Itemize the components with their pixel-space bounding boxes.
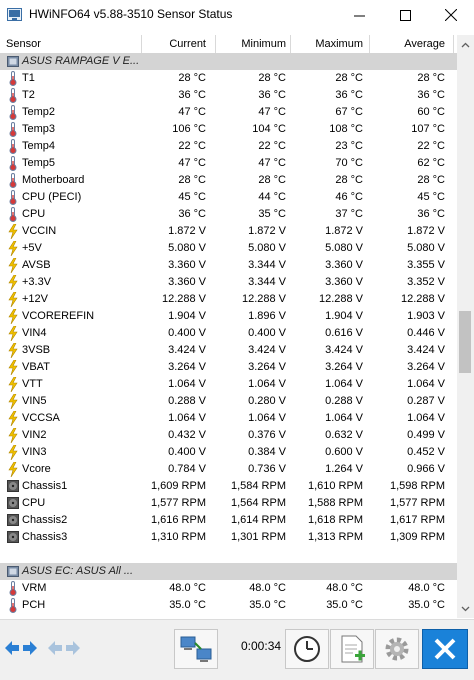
average-value: 22 °C <box>417 140 445 152</box>
average-value: 3.355 V <box>407 259 445 271</box>
minimum-value: 3.344 V <box>248 276 286 288</box>
current-value: 47 °C <box>178 157 206 169</box>
minimum-value: 0.400 V <box>248 327 286 339</box>
sensor-row[interactable] <box>0 444 457 461</box>
current-value: 0.784 V <box>168 463 206 475</box>
maximum-value: 1.264 V <box>325 463 363 475</box>
sensor-name: AVSB <box>22 259 51 271</box>
average-value: 1.064 V <box>407 378 445 390</box>
thermometer-icon <box>7 122 19 137</box>
maximum-value: 12.288 V <box>318 293 363 305</box>
current-value: 0.400 V <box>168 327 206 339</box>
minimum-value: 3.264 V <box>248 361 286 373</box>
sensor-row[interactable] <box>0 308 457 325</box>
current-value: 45 °C <box>178 191 206 203</box>
sensor-name: T1 <box>22 72 35 84</box>
maximize-button[interactable] <box>382 0 428 30</box>
lightning-bolt-icon <box>7 258 19 273</box>
average-value: 36 °C <box>417 89 445 101</box>
sensor-name: CPU (PECI) <box>22 191 82 203</box>
vertical-scrollbar[interactable] <box>457 35 474 618</box>
reset-clock-button[interactable] <box>285 629 329 669</box>
sensor-row[interactable] <box>0 376 457 393</box>
sensor-name: VIN2 <box>22 429 47 441</box>
sensor-name: Temp5 <box>22 157 56 169</box>
sensor-row[interactable] <box>0 393 457 410</box>
sensor-name: +3.3V <box>22 276 52 288</box>
column-header-average[interactable]: Average <box>404 38 445 50</box>
minimum-value: 1.064 V <box>248 378 286 390</box>
average-value: 45 °C <box>417 191 445 203</box>
sensor-name: +12V <box>22 293 48 305</box>
current-value: 3.360 V <box>168 276 206 288</box>
elapsed-timer: 0:00:34 <box>241 639 282 653</box>
network-button[interactable] <box>174 629 218 669</box>
lightning-bolt-icon <box>7 309 19 324</box>
current-value: 1.872 V <box>168 225 206 237</box>
sensor-row[interactable] <box>0 580 457 597</box>
sensor-name: VIN3 <box>22 446 47 458</box>
navigate-sensor-disabled-button[interactable] <box>45 629 83 667</box>
minimum-value: 0.376 V <box>248 429 286 441</box>
sensor-row[interactable] <box>0 189 457 206</box>
sensor-row[interactable] <box>0 597 457 614</box>
maximum-value: 28 °C <box>335 72 363 84</box>
network-computers-icon <box>179 634 213 664</box>
close-window-button[interactable] <box>428 0 474 30</box>
current-value: 35.0 °C <box>169 599 206 611</box>
scroll-down-button[interactable] <box>457 600 474 617</box>
average-value: 0.966 V <box>407 463 445 475</box>
minimum-value: 35.0 °C <box>249 599 286 611</box>
minimum-value: 3.344 V <box>248 259 286 271</box>
thermometer-icon <box>7 71 19 86</box>
maximum-value: 1.064 V <box>325 412 363 424</box>
sensor-name: CPU <box>22 208 46 220</box>
double-arrow-disabled-icon <box>46 637 82 659</box>
sensor-group-row[interactable] <box>0 563 457 580</box>
minimum-value: 48.0 °C <box>249 582 286 594</box>
sensor-row[interactable] <box>0 206 457 223</box>
minimum-value: 36 °C <box>258 89 286 101</box>
minimum-value: 1,584 RPM <box>230 480 286 492</box>
sensor-name: T2 <box>22 89 35 101</box>
sensor-row[interactable] <box>0 342 457 359</box>
average-value: 1,598 RPM <box>389 480 445 492</box>
minimum-value: 47 °C <box>258 106 286 118</box>
minimum-value: 104 °C <box>252 123 286 135</box>
sensor-row[interactable] <box>0 155 457 172</box>
current-value: 3.264 V <box>168 361 206 373</box>
thermometer-icon <box>7 190 19 205</box>
column-header-minimum[interactable]: Minimum <box>241 38 286 50</box>
document-add-icon <box>337 634 367 664</box>
sensor-name: VBAT <box>22 361 50 373</box>
lightning-bolt-icon <box>7 224 19 239</box>
average-value: 107 °C <box>411 123 445 135</box>
sensor-row[interactable] <box>0 138 457 155</box>
sensor-name: Temp3 <box>22 123 56 135</box>
minimum-value: 12.288 V <box>241 293 286 305</box>
minimum-value: 47 °C <box>258 157 286 169</box>
minimum-value: 1,564 RPM <box>230 497 286 509</box>
minimum-value: 0.736 V <box>248 463 286 475</box>
chevron-up-icon <box>461 42 470 48</box>
sensor-name: PCH <box>22 599 46 611</box>
sensor-row[interactable] <box>0 274 457 291</box>
maximize-icon <box>400 10 411 21</box>
maximum-value: 0.616 V <box>325 327 363 339</box>
current-value: 47 °C <box>178 106 206 118</box>
average-value: 0.446 V <box>407 327 445 339</box>
close-icon <box>445 9 457 21</box>
sensor-name: VCCIN <box>22 225 57 237</box>
lightning-bolt-icon <box>7 360 19 375</box>
average-value: 3.264 V <box>407 361 445 373</box>
average-value: 35.0 °C <box>408 599 445 611</box>
maximum-value: 1,610 RPM <box>307 480 363 492</box>
lightning-bolt-icon <box>7 343 19 358</box>
sensor-row[interactable] <box>0 257 457 274</box>
thermometer-icon <box>7 88 19 103</box>
maximum-value: 5.080 V <box>325 242 363 254</box>
fan-icon <box>7 496 19 511</box>
bottom-toolbar <box>0 619 474 680</box>
average-value: 1.903 V <box>407 310 445 322</box>
current-value: 3.424 V <box>168 344 206 356</box>
average-value: 3.352 V <box>407 276 445 288</box>
maximum-value: 36 °C <box>335 89 363 101</box>
thermometer-icon <box>7 207 19 222</box>
maximum-value: 108 °C <box>329 123 363 135</box>
minimum-value: 1.896 V <box>248 310 286 322</box>
minimum-value: 0.280 V <box>248 395 286 407</box>
maximum-value: 23 °C <box>335 140 363 152</box>
minimum-value: 1,614 RPM <box>230 514 286 526</box>
sensor-row[interactable] <box>0 495 457 512</box>
current-value: 1.904 V <box>168 310 206 322</box>
current-value: 106 °C <box>172 123 206 135</box>
average-value: 3.424 V <box>407 344 445 356</box>
minimum-value: 44 °C <box>258 191 286 203</box>
minimum-value: 1.872 V <box>248 225 286 237</box>
sensor-name: Temp2 <box>22 106 56 118</box>
chevron-down-icon <box>461 606 470 612</box>
sensor-row[interactable] <box>0 410 457 427</box>
lightning-bolt-icon <box>7 411 19 426</box>
scroll-up-button[interactable] <box>457 36 474 53</box>
maximum-value: 46 °C <box>335 191 363 203</box>
sensor-name: VTT <box>22 378 43 390</box>
sensor-row[interactable] <box>0 359 457 376</box>
current-value: 1,310 RPM <box>150 531 206 543</box>
thermometer-icon <box>7 105 19 120</box>
sensor-row[interactable] <box>0 87 457 104</box>
sensor-name: VCOREREFIN <box>22 310 95 322</box>
sensor-row[interactable] <box>0 427 457 444</box>
maximum-value: 1.064 V <box>325 378 363 390</box>
add-report-button[interactable] <box>330 629 374 669</box>
sensor-name: VRM <box>22 582 47 594</box>
current-value: 36 °C <box>178 89 206 101</box>
current-value: 28 °C <box>178 174 206 186</box>
current-value: 1,577 RPM <box>150 497 206 509</box>
sensor-name: +5V <box>22 242 42 254</box>
close-x-icon <box>432 636 458 662</box>
hwinfo-app-icon <box>7 7 22 22</box>
thermometer-icon <box>7 173 19 188</box>
sensor-group-label: ASUS EC: ASUS All ... <box>22 565 134 577</box>
lightning-bolt-icon <box>7 326 19 341</box>
sensor-name: Motherboard <box>22 174 85 186</box>
maximum-value: 1,588 RPM <box>307 497 363 509</box>
minimum-value: 5.080 V <box>248 242 286 254</box>
average-value: 28 °C <box>417 174 445 186</box>
sensor-row[interactable] <box>0 223 457 240</box>
minimum-value: 1,301 RPM <box>230 531 286 543</box>
fan-icon <box>7 513 19 528</box>
settings-button[interactable] <box>375 629 419 669</box>
window-title: HWiNFO64 v5.88-3510 Sensor Status <box>29 7 233 21</box>
current-value: 28 °C <box>178 72 206 84</box>
average-value: 36 °C <box>417 208 445 220</box>
column-header-current[interactable]: Current <box>169 38 206 50</box>
average-value: 0.499 V <box>407 429 445 441</box>
current-value: 0.288 V <box>168 395 206 407</box>
sensor-row[interactable] <box>0 104 457 121</box>
current-value: 3.360 V <box>168 259 206 271</box>
sensor-name: Temp4 <box>22 140 56 152</box>
lightning-bolt-icon <box>7 241 19 256</box>
sensor-name: Vcore <box>22 463 51 475</box>
lightning-bolt-icon <box>7 462 19 477</box>
sensor-name: VIN5 <box>22 395 47 407</box>
maximum-value: 67 °C <box>335 106 363 118</box>
device-icon <box>7 54 19 69</box>
thermometer-icon <box>7 581 19 596</box>
lightning-bolt-icon <box>7 428 19 443</box>
average-value: 48.0 °C <box>408 582 445 594</box>
thermometer-icon <box>7 139 19 154</box>
maximum-value: 37 °C <box>335 208 363 220</box>
column-header-sensor[interactable]: Sensor <box>6 38 41 50</box>
maximum-value: 70 °C <box>335 157 363 169</box>
fan-icon <box>7 479 19 494</box>
thermometer-icon <box>7 156 19 171</box>
lightning-bolt-icon <box>7 377 19 392</box>
current-value: 0.400 V <box>168 446 206 458</box>
average-value: 1,617 RPM <box>389 514 445 526</box>
double-arrow-icon <box>3 637 39 659</box>
average-value: 5.080 V <box>407 242 445 254</box>
sensor-row[interactable] <box>0 172 457 189</box>
minimize-button[interactable] <box>336 0 382 30</box>
sensor-row[interactable] <box>0 121 457 138</box>
lightning-bolt-icon <box>7 394 19 409</box>
average-value: 12.288 V <box>400 293 445 305</box>
minimum-value: 1.064 V <box>248 412 286 424</box>
current-value: 22 °C <box>178 140 206 152</box>
maximum-value: 0.632 V <box>325 429 363 441</box>
current-value: 5.080 V <box>168 242 206 254</box>
minimum-value: 35 °C <box>258 208 286 220</box>
current-value: 0.432 V <box>168 429 206 441</box>
minimum-value: 28 °C <box>258 72 286 84</box>
average-value: 0.287 V <box>407 395 445 407</box>
current-value: 1,609 RPM <box>150 480 206 492</box>
thermometer-icon <box>7 598 19 613</box>
gear-icon <box>382 634 412 664</box>
maximum-value: 0.600 V <box>325 446 363 458</box>
sensor-row[interactable] <box>0 240 457 257</box>
current-value: 1,616 RPM <box>150 514 206 526</box>
lightning-bolt-icon <box>7 275 19 290</box>
average-value: 0.452 V <box>407 446 445 458</box>
average-value: 1.872 V <box>407 225 445 237</box>
minimum-value: 22 °C <box>258 140 286 152</box>
current-value: 1.064 V <box>168 378 206 390</box>
maximum-value: 1.872 V <box>325 225 363 237</box>
sensor-row[interactable] <box>0 512 457 529</box>
average-value: 28 °C <box>417 72 445 84</box>
minimum-value: 0.384 V <box>248 446 286 458</box>
close-sensors-button[interactable] <box>422 629 468 669</box>
sensor-group-row[interactable] <box>0 53 457 70</box>
minimize-icon <box>354 10 365 21</box>
maximum-value: 28 °C <box>335 174 363 186</box>
column-header-maximum[interactable]: Maximum <box>315 38 363 50</box>
scrollbar-thumb[interactable] <box>459 311 471 373</box>
maximum-value: 3.424 V <box>325 344 363 356</box>
sensor-name: Chassis2 <box>22 514 68 526</box>
sensor-row[interactable] <box>0 529 457 546</box>
maximum-value: 48.0 °C <box>326 582 363 594</box>
lightning-bolt-icon <box>7 445 19 460</box>
average-value: 1,577 RPM <box>389 497 445 509</box>
maximum-value: 1,313 RPM <box>307 531 363 543</box>
device-icon <box>7 564 19 579</box>
column-divider[interactable] <box>453 35 454 53</box>
sensor-name: VIN4 <box>22 327 47 339</box>
maximum-value: 35.0 °C <box>326 599 363 611</box>
sensor-row[interactable] <box>0 70 457 87</box>
maximum-value: 0.288 V <box>325 395 363 407</box>
maximum-value: 1.904 V <box>325 310 363 322</box>
current-value: 1.064 V <box>168 412 206 424</box>
average-value: 1.064 V <box>407 412 445 424</box>
maximum-value: 3.360 V <box>325 259 363 271</box>
maximum-value: 3.360 V <box>325 276 363 288</box>
sensor-name: Chassis1 <box>22 480 68 492</box>
fan-icon <box>7 530 19 545</box>
average-value: 1,309 RPM <box>389 531 445 543</box>
current-value: 12.288 V <box>161 293 206 305</box>
sensor-name: Chassis3 <box>22 531 68 543</box>
navigate-next-sensor-button[interactable] <box>2 629 40 667</box>
sensor-name: 3VSB <box>22 344 51 356</box>
current-value: 48.0 °C <box>169 582 206 594</box>
sensor-row[interactable] <box>0 461 457 478</box>
current-value: 36 °C <box>178 208 206 220</box>
lightning-bolt-icon <box>7 292 19 307</box>
sensor-name: CPU <box>22 497 46 509</box>
title-bar <box>0 0 474 30</box>
sensor-name: VCCSA <box>22 412 60 424</box>
minimum-value: 3.424 V <box>248 344 286 356</box>
maximum-value: 3.264 V <box>325 361 363 373</box>
sensor-row[interactable] <box>0 325 457 342</box>
average-value: 60 °C <box>417 106 445 118</box>
sensor-row[interactable] <box>0 478 457 495</box>
maximum-value: 1,618 RPM <box>307 514 363 526</box>
column-header-row <box>0 35 457 53</box>
sensor-list[interactable] <box>0 53 457 616</box>
sensor-row[interactable] <box>0 291 457 308</box>
sensor-group-label: ASUS RAMPAGE V E... <box>22 55 140 67</box>
minimum-value: 28 °C <box>258 174 286 186</box>
blank-row <box>0 546 457 563</box>
clock-icon <box>292 634 322 664</box>
average-value: 62 °C <box>417 157 445 169</box>
